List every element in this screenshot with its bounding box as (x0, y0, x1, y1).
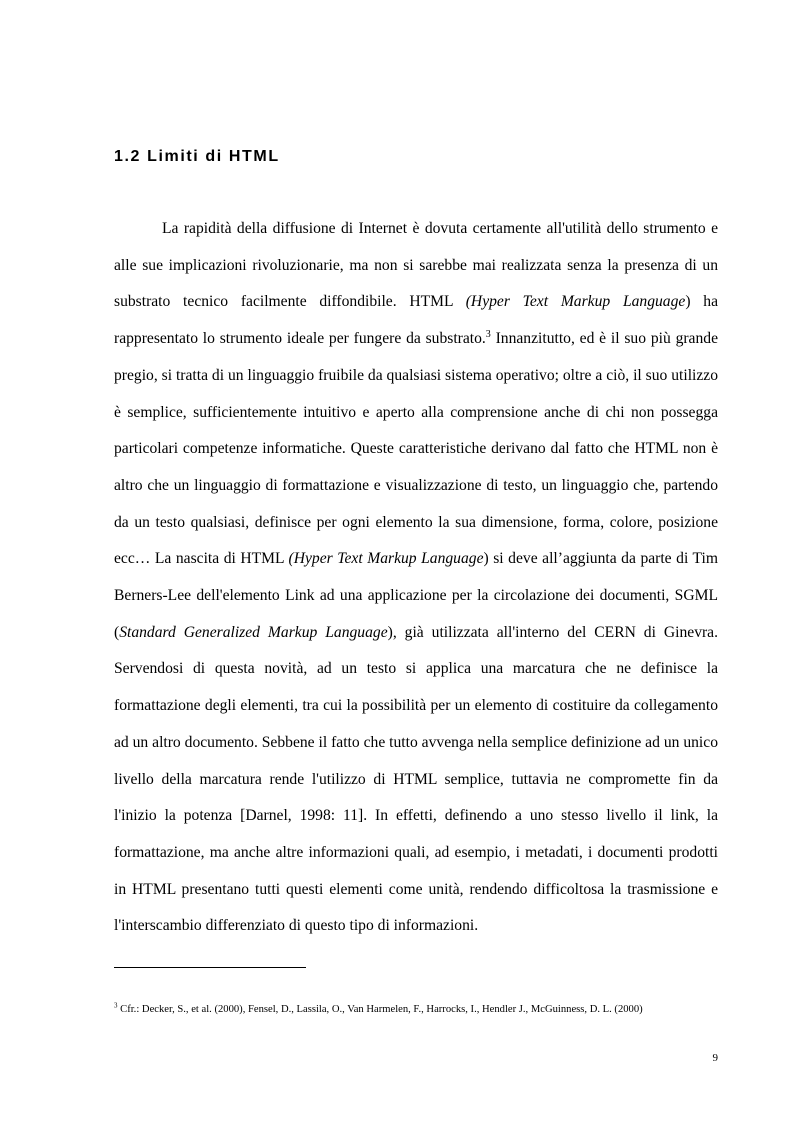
paragraph-text: La rapidità della diffusione di Internet è dovuta certamente all'utilità dello strumento e alle sue implicazioni rivoluzionarie, ma non si sarebbe mai realizzata senza la presenza di un substrato tecnico facilmente diffondibile. HTML (114, 220, 718, 311)
paragraph-text: ) si deve all’aggiunta da parte di Tim Berners-Lee dell'elemento Link ad una applicazione per la circolazione dei documenti, SGML ( (114, 550, 718, 641)
italic-term: (Hyper Text Markup Language (288, 550, 484, 568)
footnote (114, 1002, 718, 1017)
section-heading: 1.2 Limiti di HTML (114, 148, 280, 165)
footnote-reference[interactable]: 3 (485, 328, 491, 340)
paragraph-text: Innanzitutto, ed è il suo più grande pregio, si tratta di un linguaggio fruibile da qualsiasi sistema operativo; oltre a ciò, il suo utilizzo è semplice, sufficientemente intuitivo e aperto alla comprensione anche di chi non possegga particolari competenze informatiche. Queste caratteristiche derivano dal fatto che HTML non è altro che un linguaggio di formattazione e visualizzazione di testo, un linguaggio che, partendo da un testo qualsiasi, definisce per ogni elemento la sua dimensione, forma, colore, posizione ecc… La nascita di HTML (114, 330, 718, 568)
footnote-separator (114, 967, 306, 968)
italic-term: Standard Generalized Markup Language (119, 623, 388, 641)
footnote-marker: 3 (114, 1001, 118, 1010)
paragraph-text: ), già utilizzata all'interno del CERN di Ginevra. Servendosi di questa novità, ad un testo si applica una marcatura che ne definisce la formattazione degli elementi, tra cui la possibilità per un elemento di costituire da collegamento ad un altro documento. Sebbene il fatto che tutto avvenga nella semplice definizione ad un unico livello della marcatura rende l'utilizzo di HTML semplice, tuttavia ne compromette fin da l'inizio la potenza [Darnel, 1998: 11]. In effetti, definendo a uno stesso livello il link, la formattazione, ma anche altre informazioni quali, ad esempio, i metadati, i documenti prodotti in HTML presentano tutti questi elementi come unità, rendendo difficoltosa la trasmissione e l'interscambio differenziato di questo tipo di informazioni. (114, 623, 719, 935)
page-number: 9 (712, 1052, 718, 1064)
footnote-text: Cfr.: Decker, S., et al. (2000), Fensel, D., Lassila, O., Van Harmelen, F., Harrocks, I., Hendler J., McGuinness, D. L. (2000) (117, 1004, 643, 1015)
paragraph-text: ) ha rappresentato lo strumento ideale per fungere da substrato. (114, 293, 718, 348)
body-paragraph (114, 211, 718, 945)
italic-term: (Hyper Text Markup Language (465, 293, 686, 311)
